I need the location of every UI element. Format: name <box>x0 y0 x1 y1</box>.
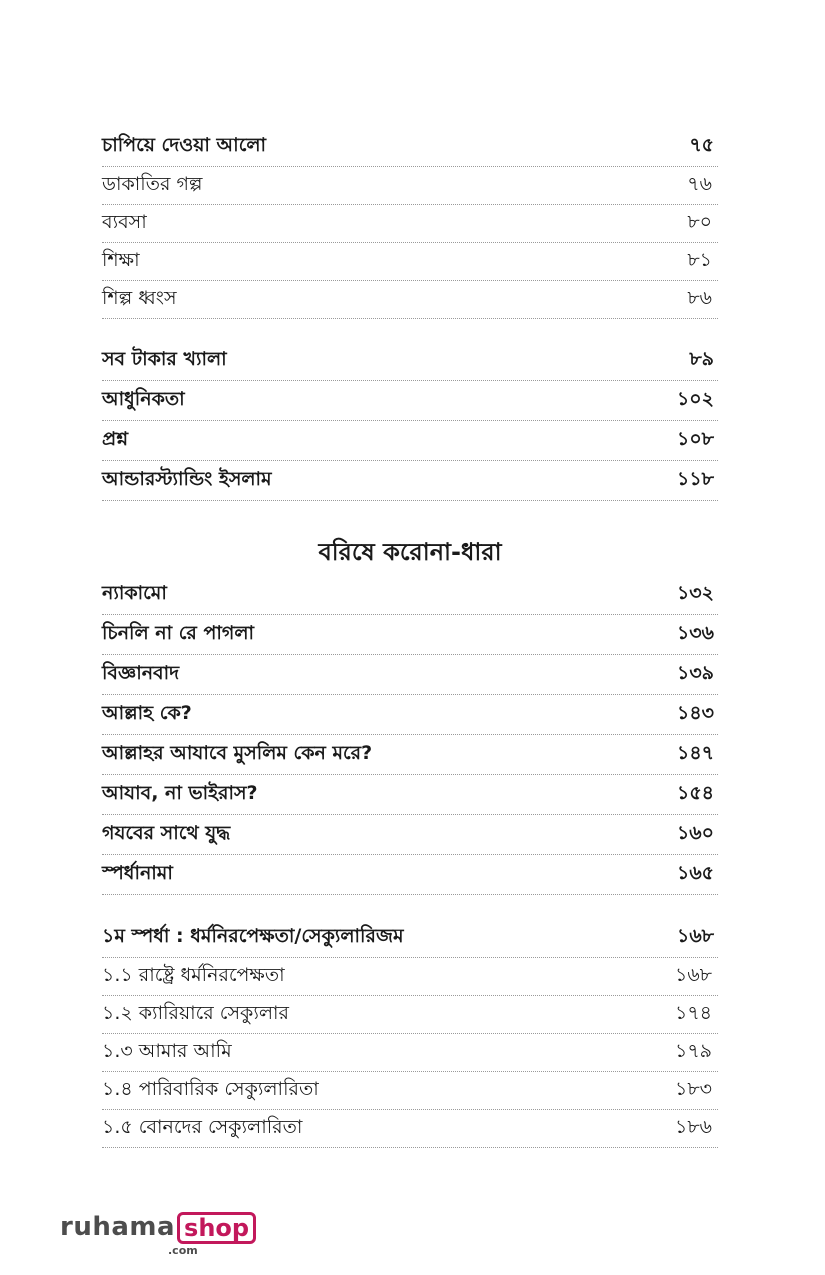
entry-page-number: ৮১ <box>687 248 712 271</box>
entry-page-number: ১৪৭ <box>676 741 714 764</box>
entry-page-number: ১৪৩ <box>676 701 714 724</box>
toc-entry[interactable] <box>102 655 718 695</box>
toc-entry[interactable] <box>102 1110 718 1148</box>
logo-word: ruhama <box>60 1212 176 1242</box>
entry-page-number: ৮৬ <box>687 286 712 309</box>
entry-page-number: ১৫৪ <box>677 781 714 804</box>
toc-entry[interactable] <box>102 243 718 281</box>
logo-shop-box: shop <box>177 1212 256 1244</box>
toc-entry[interactable] <box>102 461 718 501</box>
toc-entry[interactable] <box>102 1034 718 1072</box>
entry-title: আধুনিকতা <box>102 387 185 410</box>
entry-title: বিজ্ঞানবাদ <box>102 661 180 684</box>
entry-title: ১.৩ আমার আমি <box>102 1039 232 1062</box>
toc-group-2 <box>102 341 718 501</box>
ruhamashop-logo <box>60 1212 256 1262</box>
entry-page-number: ১৩৯ <box>676 661 714 684</box>
entry-page-number: ১৬৫ <box>676 861 714 884</box>
toc-entry[interactable] <box>102 127 718 167</box>
entry-title: ডাকাতির গল্প <box>102 172 203 195</box>
entry-title: ১.১ রাষ্ট্রে ধর্মনিরপেক্ষতা <box>102 963 285 986</box>
entry-page-number: ১৩২ <box>676 581 714 604</box>
toc-entry[interactable] <box>102 205 718 243</box>
toc-entry[interactable] <box>102 695 718 735</box>
entry-title: ন্যাকামো <box>102 581 167 604</box>
toc-entry[interactable] <box>102 575 718 615</box>
entry-title: আন্ডারস্ট্যান্ডিং ইসলাম <box>102 467 272 490</box>
entry-title: ১ম স্পর্ধা : ধর্মনিরপেক্ষতা/সেক্যুলারিজম <box>102 924 404 947</box>
toc-entry[interactable] <box>102 381 718 421</box>
entry-page-number: ৮৯ <box>689 347 714 370</box>
section-heading: বরিষে করোনা-ধারা <box>318 538 502 566</box>
toc-group-3 <box>102 575 718 895</box>
toc-entry[interactable] <box>102 281 718 319</box>
toc-entry[interactable] <box>102 855 718 895</box>
entry-page-number: ৮০ <box>687 210 712 233</box>
entry-title: গযবের সাথে যুদ্ধ <box>102 821 231 844</box>
entry-title: চাপিয়ে দেওয়া আলো <box>102 133 266 156</box>
entry-page-number: ৭৬ <box>687 172 712 195</box>
entry-title: ১.২ ক্যারিয়ারে সেক্যুলার <box>102 1001 289 1024</box>
toc-entry[interactable] <box>102 735 718 775</box>
entry-page-number: ১৮৬ <box>674 1115 712 1138</box>
toc-entry[interactable] <box>102 421 718 461</box>
toc-group-4 <box>102 918 718 1148</box>
entry-page-number: ১০৮ <box>676 427 714 450</box>
entry-page-number: ১০২ <box>676 387 714 410</box>
toc-entry[interactable] <box>102 615 718 655</box>
entry-page-number: ৭৫ <box>689 133 714 156</box>
entry-title: আযাব, না ভাইরাস? <box>102 781 258 804</box>
entry-title: স্পর্ধানামা <box>102 861 173 884</box>
entry-page-number: ১৬৮ <box>676 924 714 947</box>
entry-title: ব্যবসা <box>102 210 147 233</box>
entry-page-number: ১১৮ <box>677 467 714 490</box>
entry-title: প্রশ্ন <box>102 427 129 450</box>
logo-domain: .com <box>168 1244 198 1257</box>
entry-title: ১.৪ পারিবারিক সেক্যুলারিতা <box>102 1077 319 1100</box>
toc-entry[interactable] <box>102 167 718 205</box>
toc-entry[interactable] <box>102 918 718 958</box>
entry-page-number: ১৩৬ <box>676 621 714 644</box>
toc-entry[interactable] <box>102 815 718 855</box>
entry-page-number: ১৭৪ <box>674 1001 712 1024</box>
toc-group-1 <box>102 127 718 319</box>
entry-title: আল্লাহ কে? <box>102 701 192 724</box>
entry-title: শিল্প ধ্বংস <box>102 286 177 309</box>
toc-entry[interactable] <box>102 341 718 381</box>
entry-title: শিক্ষা <box>102 248 140 271</box>
entry-title: চিনলি না রে পাগলা <box>102 621 255 644</box>
entry-page-number: ১৭৯ <box>674 1039 712 1062</box>
toc-entry[interactable] <box>102 775 718 815</box>
entry-page-number: ১৬০ <box>676 821 714 844</box>
toc-entry[interactable] <box>102 1072 718 1110</box>
entry-title: ১.৫ বোনদের সেক্যুলারিতা <box>102 1115 303 1138</box>
entry-page-number: ১৮৩ <box>674 1077 712 1100</box>
toc-entry[interactable] <box>102 958 718 996</box>
entry-page-number: ১৬৮ <box>674 963 712 986</box>
toc-entry[interactable] <box>102 996 718 1034</box>
entry-title: আল্লাহর আযাবে মুসলিম কেন মরে? <box>102 741 373 764</box>
entry-title: সব টাকার খ্যালা <box>102 347 227 370</box>
